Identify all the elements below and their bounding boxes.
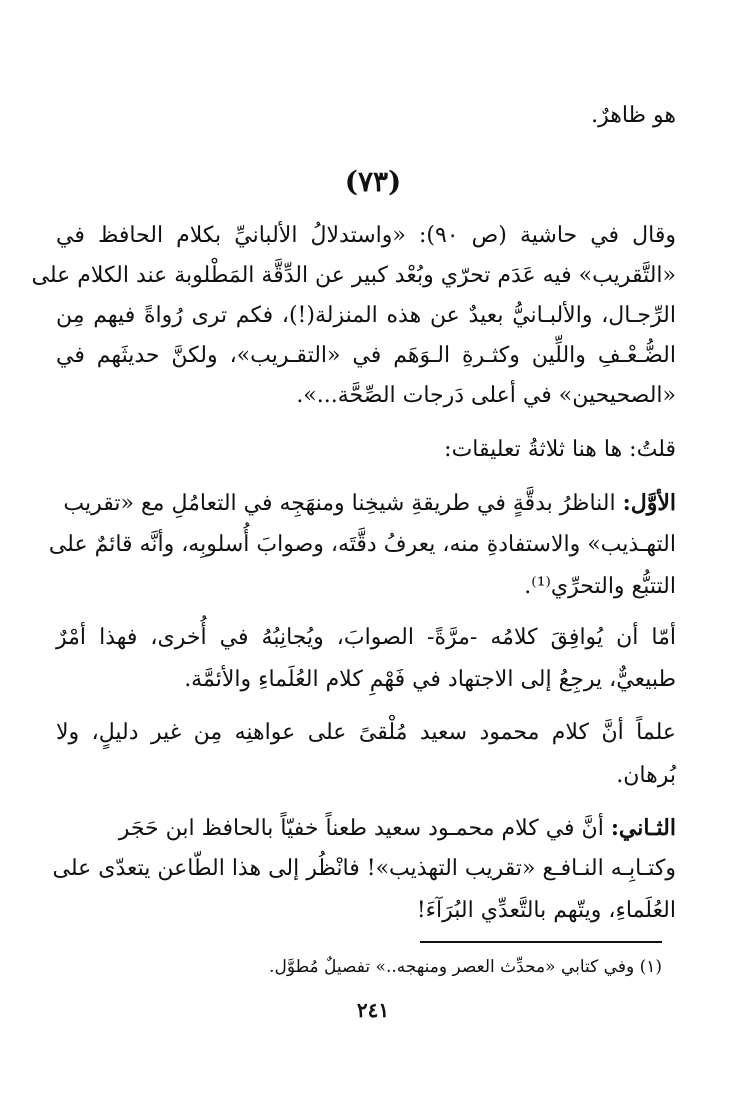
text-segment: الناظرُ بدقَّةٍ في طريقةِ شيخِنا ومنهَجِه في التعامُلِ مع «تقريب: [63, 491, 616, 516]
page-number: ٢٤١: [356, 998, 390, 1022]
text-line-with-label: [56, 485, 676, 522]
text-line: وكتـابِـه النـافـع «تقريب التهذيب»! فانْظُر إلى هذا الطّاعن يتعدّى على: [52, 856, 676, 881]
text-line: وقال في حاشية (ص ٩٠): «واستدلالُ الألبانيِّ بكلام الحافظ في: [56, 223, 676, 248]
paragraph-label: الأوَّل:: [622, 490, 676, 516]
footnote: (١) وفي كتابي «محدِّث العصر ومنهجه..» تفصيلٌ مُطوَّل.: [269, 957, 662, 977]
text-line: طبيعيٌّ، يرجِعُ إلى الاجتهاد في فَهْمِ كلام العُلَماءِ والأئمَّة.: [184, 667, 676, 692]
text-line: التهـذيب» والاستفادةِ منه، يعرفُ دقَّتَه، وصوابَ أُسلوبِه، وأنَّه قائمٌ على: [48, 532, 676, 557]
section-number: (٧٣): [344, 165, 402, 198]
footnote-divider: [420, 941, 662, 943]
text-line: «الصحيحين» في أعلى دَرجات الصِّحَّة...».: [296, 383, 676, 408]
text-line: الرِّجـال، والألبـانيُّ بعيدٌ عن هذه المنزلة(!)، فكم ترى رُواةً فيهم مِن: [56, 303, 676, 328]
paragraph-2: قلتُ: ها هنا ثلاثةُ تعليقات:: [444, 437, 676, 462]
text-line: العُلَماءِ، ويتّهم بالتَّعدِّي البُرَآءَ!: [416, 898, 676, 923]
text-line: بُرهان.: [616, 763, 676, 788]
text-line: أمّا أن يُوافِقَ كلامُه -مرَّةً- الصوابَ، ويُجانِبُهُ في أُخرى، فهذا أمْرٌ: [56, 625, 676, 650]
text-line-with-label: [56, 810, 676, 847]
top-line: هو ظاهرٌ.: [591, 103, 676, 128]
text-line: علماً أنَّ كلام محمود سعيد مُلْقىً على عواهنِه مِن غير دليلٍ، ولا: [56, 720, 676, 745]
text-line: «التَّقريب» فيه عَدَم تحرّي وبُعْد كبير عن الدِّقَّة المَطْلوبة عند الكلام على: [31, 263, 676, 288]
paragraph-label: الثـاني:: [610, 815, 676, 841]
text-line: التتبُّع والتحرِّي⁽¹⁾.: [524, 574, 676, 599]
text-line: الضُّـعْـفِ واللِّين وكثـرةِ الـوَهَم في «التقـريب»، ولكنَّ حديثَهم في: [56, 343, 676, 368]
text-segment: أنَّ في كلام محمـود سعيد طعناً خفيّاً بالحافظ ابن حَجَر: [118, 816, 604, 841]
